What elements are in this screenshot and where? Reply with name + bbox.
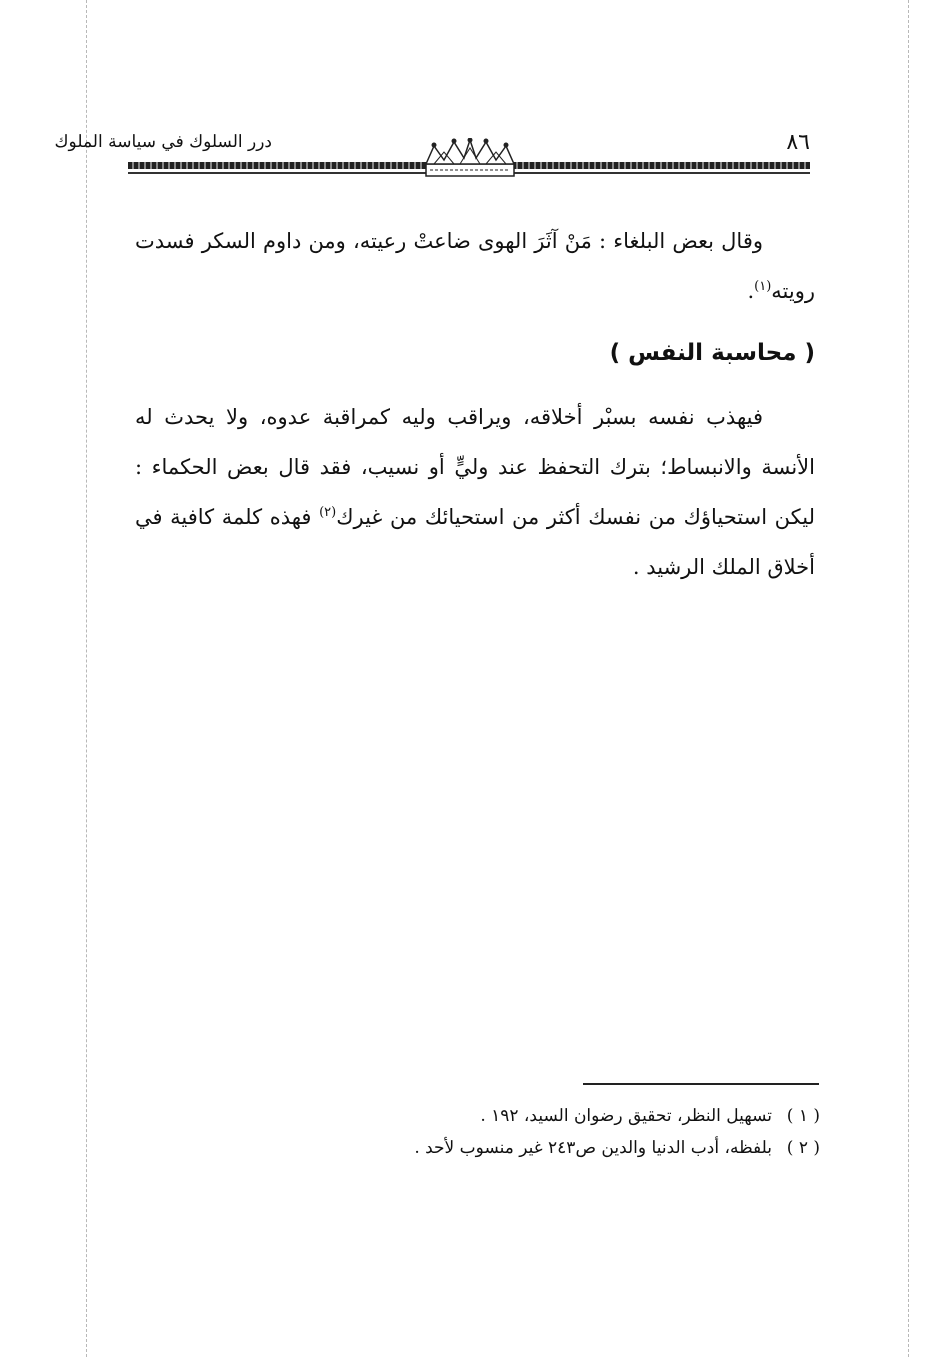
footnote-1-text: تسهيل النظر، تحقيق رضوان السيد، ١٩٢ . xyxy=(480,1106,772,1126)
scan-margin-line-left xyxy=(86,0,87,1357)
footnotes xyxy=(240,1100,820,1164)
paragraph-2-end: فهذه كلمة كافية في أخلاق الملك الرشيد . xyxy=(135,505,815,579)
paragraph-1 xyxy=(135,216,815,316)
paragraph-2-text: فيهذب نفسه بسبْر أخلاقه، ويراقب وليه كمراقبة عدوه، ولا يحدث له الأنسة والانبساط؛ بترك التحفظ عند وليٍّ أو نسيب، فقد قال بعض الحكماء : ليكن استحياؤك من نفسك أكثر من استحيائك من غيرك xyxy=(135,405,815,529)
running-title: درر السلوك في سياسة الملوك xyxy=(54,132,272,152)
paragraph-2 xyxy=(135,392,815,592)
footnote-separator xyxy=(583,1083,819,1085)
crown-ornament-icon xyxy=(420,138,520,178)
footnote-2-text: بلفظه، أدب الدنيا والدين ص٢٤٣ غير منسوب لأحد . xyxy=(414,1138,772,1158)
main-text xyxy=(135,216,815,592)
page-number: ٨٦ xyxy=(786,130,810,155)
paragraph-1-end: . xyxy=(747,279,755,303)
footnote-1 xyxy=(240,1100,820,1132)
paragraph-1-text: وقال بعض البلغاء : مَنْ آثَرَ الهوى ضاعتْ رعيته، ومن داوم السكر فسدت رويته xyxy=(135,229,815,303)
footnote-1-number: ( ١ ) xyxy=(786,1106,820,1126)
page-header xyxy=(54,118,810,188)
section-heading: ( محاسبة النفس ) xyxy=(609,340,815,366)
footnote-2 xyxy=(240,1132,820,1164)
footnote-ref-1: (١) xyxy=(754,279,772,294)
footnote-ref-2: (٢) xyxy=(319,505,337,520)
scan-margin-line-right xyxy=(908,0,909,1357)
footnote-2-number: ( ٢ ) xyxy=(786,1138,820,1158)
